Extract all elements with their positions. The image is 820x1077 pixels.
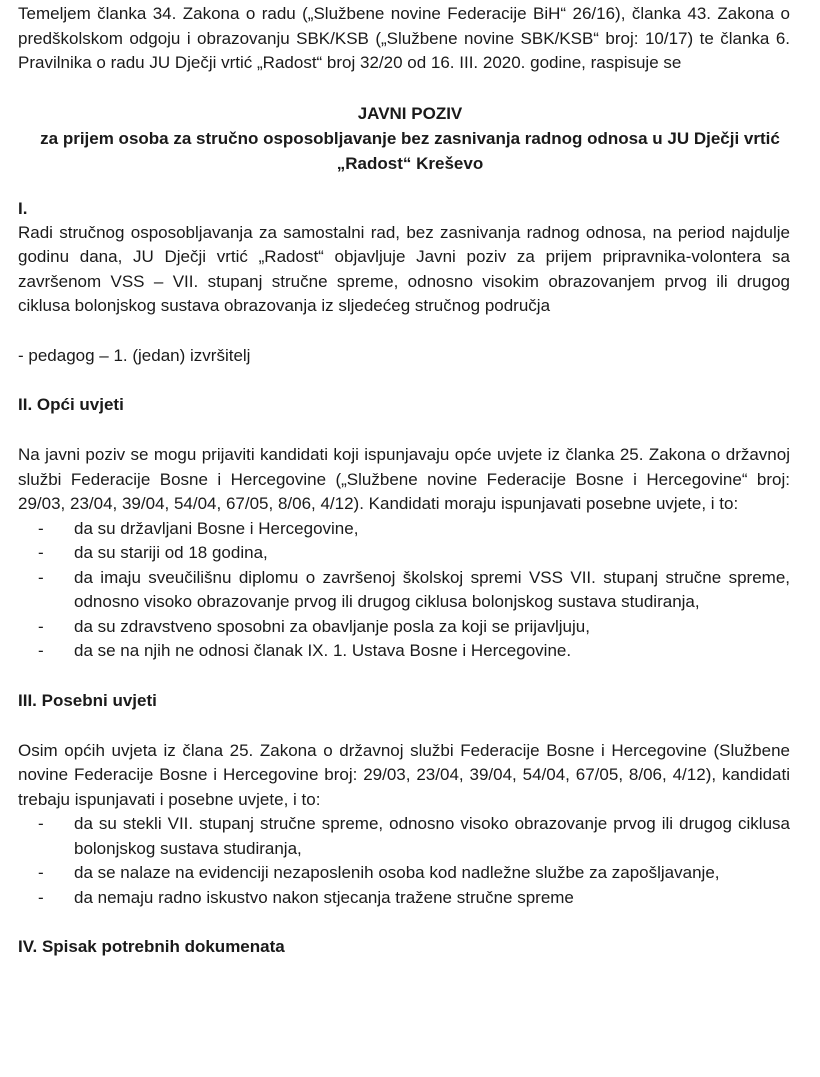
list-item: - da imaju sveučilišnu diplomu o završenoj školskoj spremi VSS VII. stupanj stručne spreme, odnosno visoko obrazovanje prvog ili drugog ciklusa bolonjskog sustava studiranja, [18,566,790,615]
list-item: - da se nalaze na evidenciji nezaposlenih osoba kod nadležne službe za zapošljavanje, [18,861,790,886]
list-item: - da su državljani Bosne i Hercegovine, [18,517,790,542]
section-4-heading: IV. Spisak potrebnih dokumenata [18,937,285,956]
list-item: - da se na njih ne odnosi članak IX. 1. Ustava Bosne i Hercegovine. [18,639,790,664]
section-3-heading: III. Posebni uvjeti [18,690,157,710]
intro-paragraph: Temeljem članka 34. Zakona o radu („Službene novine Federacije BiH“ 26/16), članka 43. Zakona o predškolskom odgoju i obrazovanju SBK/KSB („Službene novine SBK/KSB“ broj: 10/17) te članka 6. Pravilnika o radu JU Dječji vrtić „Radost“ broj 32/20 od 16. III. 2020. godine, raspisuje se [18,4,790,72]
section-2-body: Na javni poziv se mogu prijaviti kandidati koji ispunjavaju opće uvjete iz članka 25. Zakona o državnoj službi Federacije Bosne i Hercegovine („Službene novine Federacije Bosne i Hercegovine“ broj: 29/03, 23/04, 39/04, 54/04, 67/05, 8/06, 4/12). Kandidati moraju ispunjavati posebne uvjete, i to: [18,445,790,513]
title-line-1: JAVNI POZIV [357,103,463,123]
section-1-position: - pedagog – 1. (jedan) izvršitelj [18,345,251,365]
section-1-heading: I. [18,198,28,218]
title-line-2: za prijem osoba za stručno osposobljavanje bez zasnivanja radnog odnosa u JU Dječji vrtić [40,128,780,148]
list-item: - da su zdravstveno sposobni za obavljanje posla za koji se prijavljuju, [18,615,790,640]
title-line-3: „Radost“ Kreševo [336,153,484,173]
document-title [18,101,790,176]
section-3-body: Osim općih uvjeta iz člana 25. Zakona o državnoj službi Federacije Bosne i Hercegovine (Službene novine Federacije Bosne i Hercegovine broj: 29/03, 23/04, 39/04, 54/04, 67/05, 8/06, 4/12), kandidati trebaju ispunjavati i posebne uvjete, i to: [18,740,790,809]
list-item: - da su stekli VII. stupanj stručne spreme, odnosno visoko obrazovanje prvog ili drugog ciklusa bolonjskog sustava studiranja, [18,812,790,861]
section-1-body: Radi stručnog osposobljavanja za samostalni rad, bez zasnivanja radnog odnosa, na period najdulje godinu dana, JU Dječji vrtić „Radost“ objavljuje Javni poziv za prijem pripravnika-volontera sa završenom VSS – VII. stupanj stručne spreme, odnosno visokim obrazovanjem prvog ili drugog ciklusa bolonjskog sustava obrazovanja iz sljedećeg stručnog područja [18,222,790,315]
document-page [18,0,790,959]
section-2-list [18,517,790,664]
section-3-list [18,812,790,910]
section-2-heading: II. Opći uvjeti [18,395,124,414]
list-item: - da nemaju radno iskustvo nakon stjecanja tražene stručne spreme [18,886,790,911]
list-item: - da su stariji od 18 godina, [18,541,790,566]
